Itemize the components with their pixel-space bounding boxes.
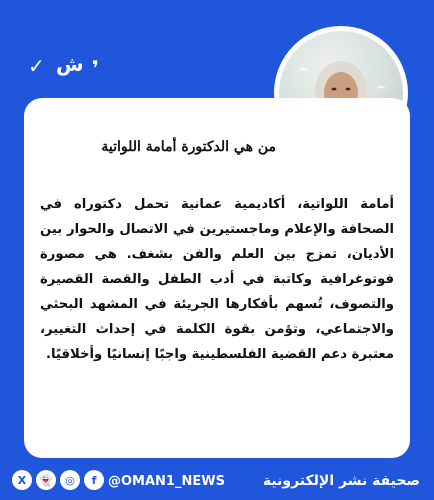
brand-glyph-icon: ❜ xyxy=(92,56,99,80)
brand-logo xyxy=(28,52,114,78)
footer-bar xyxy=(0,464,434,500)
x-icon[interactable]: X xyxy=(12,470,32,490)
social-handle[interactable]: @OMAN1_NEWS xyxy=(108,474,225,489)
facebook-icon[interactable]: f xyxy=(84,470,104,490)
article-title: من هي الدكتورة أمامة اللواتية xyxy=(101,139,276,155)
instagram-icon[interactable]: ◎ xyxy=(60,470,80,490)
social-links xyxy=(12,470,104,494)
snapchat-icon[interactable]: 👻 xyxy=(36,470,56,490)
article-body: أمامة اللواتية، أكاديمية عمانية تحمل دكتوراه في الصحافة والإعلام وماجستيرين في الاتصال والحوار بين الأديان، تمزج بين العلم والفن بشغف. هي مصورة فوتوغرافية وكاتبة في أدب الطفل والقصة القصيرة والتصوف، تُسهم بأفكارها الجريئة في المشهد البحثي والاجتماعي، وتؤمن بقوة الكلمة في إحداث التغيير، معتبرة دعم القضية الفلسطينية واجبًا إنسانيًا وأخلاقيًا. xyxy=(40,197,394,362)
brand-glyph-icon: ش xyxy=(56,52,84,76)
brand-glyph-icon: ✓ xyxy=(28,54,45,78)
brand-name: صحيفة نشر الإلكترونية xyxy=(262,473,420,489)
